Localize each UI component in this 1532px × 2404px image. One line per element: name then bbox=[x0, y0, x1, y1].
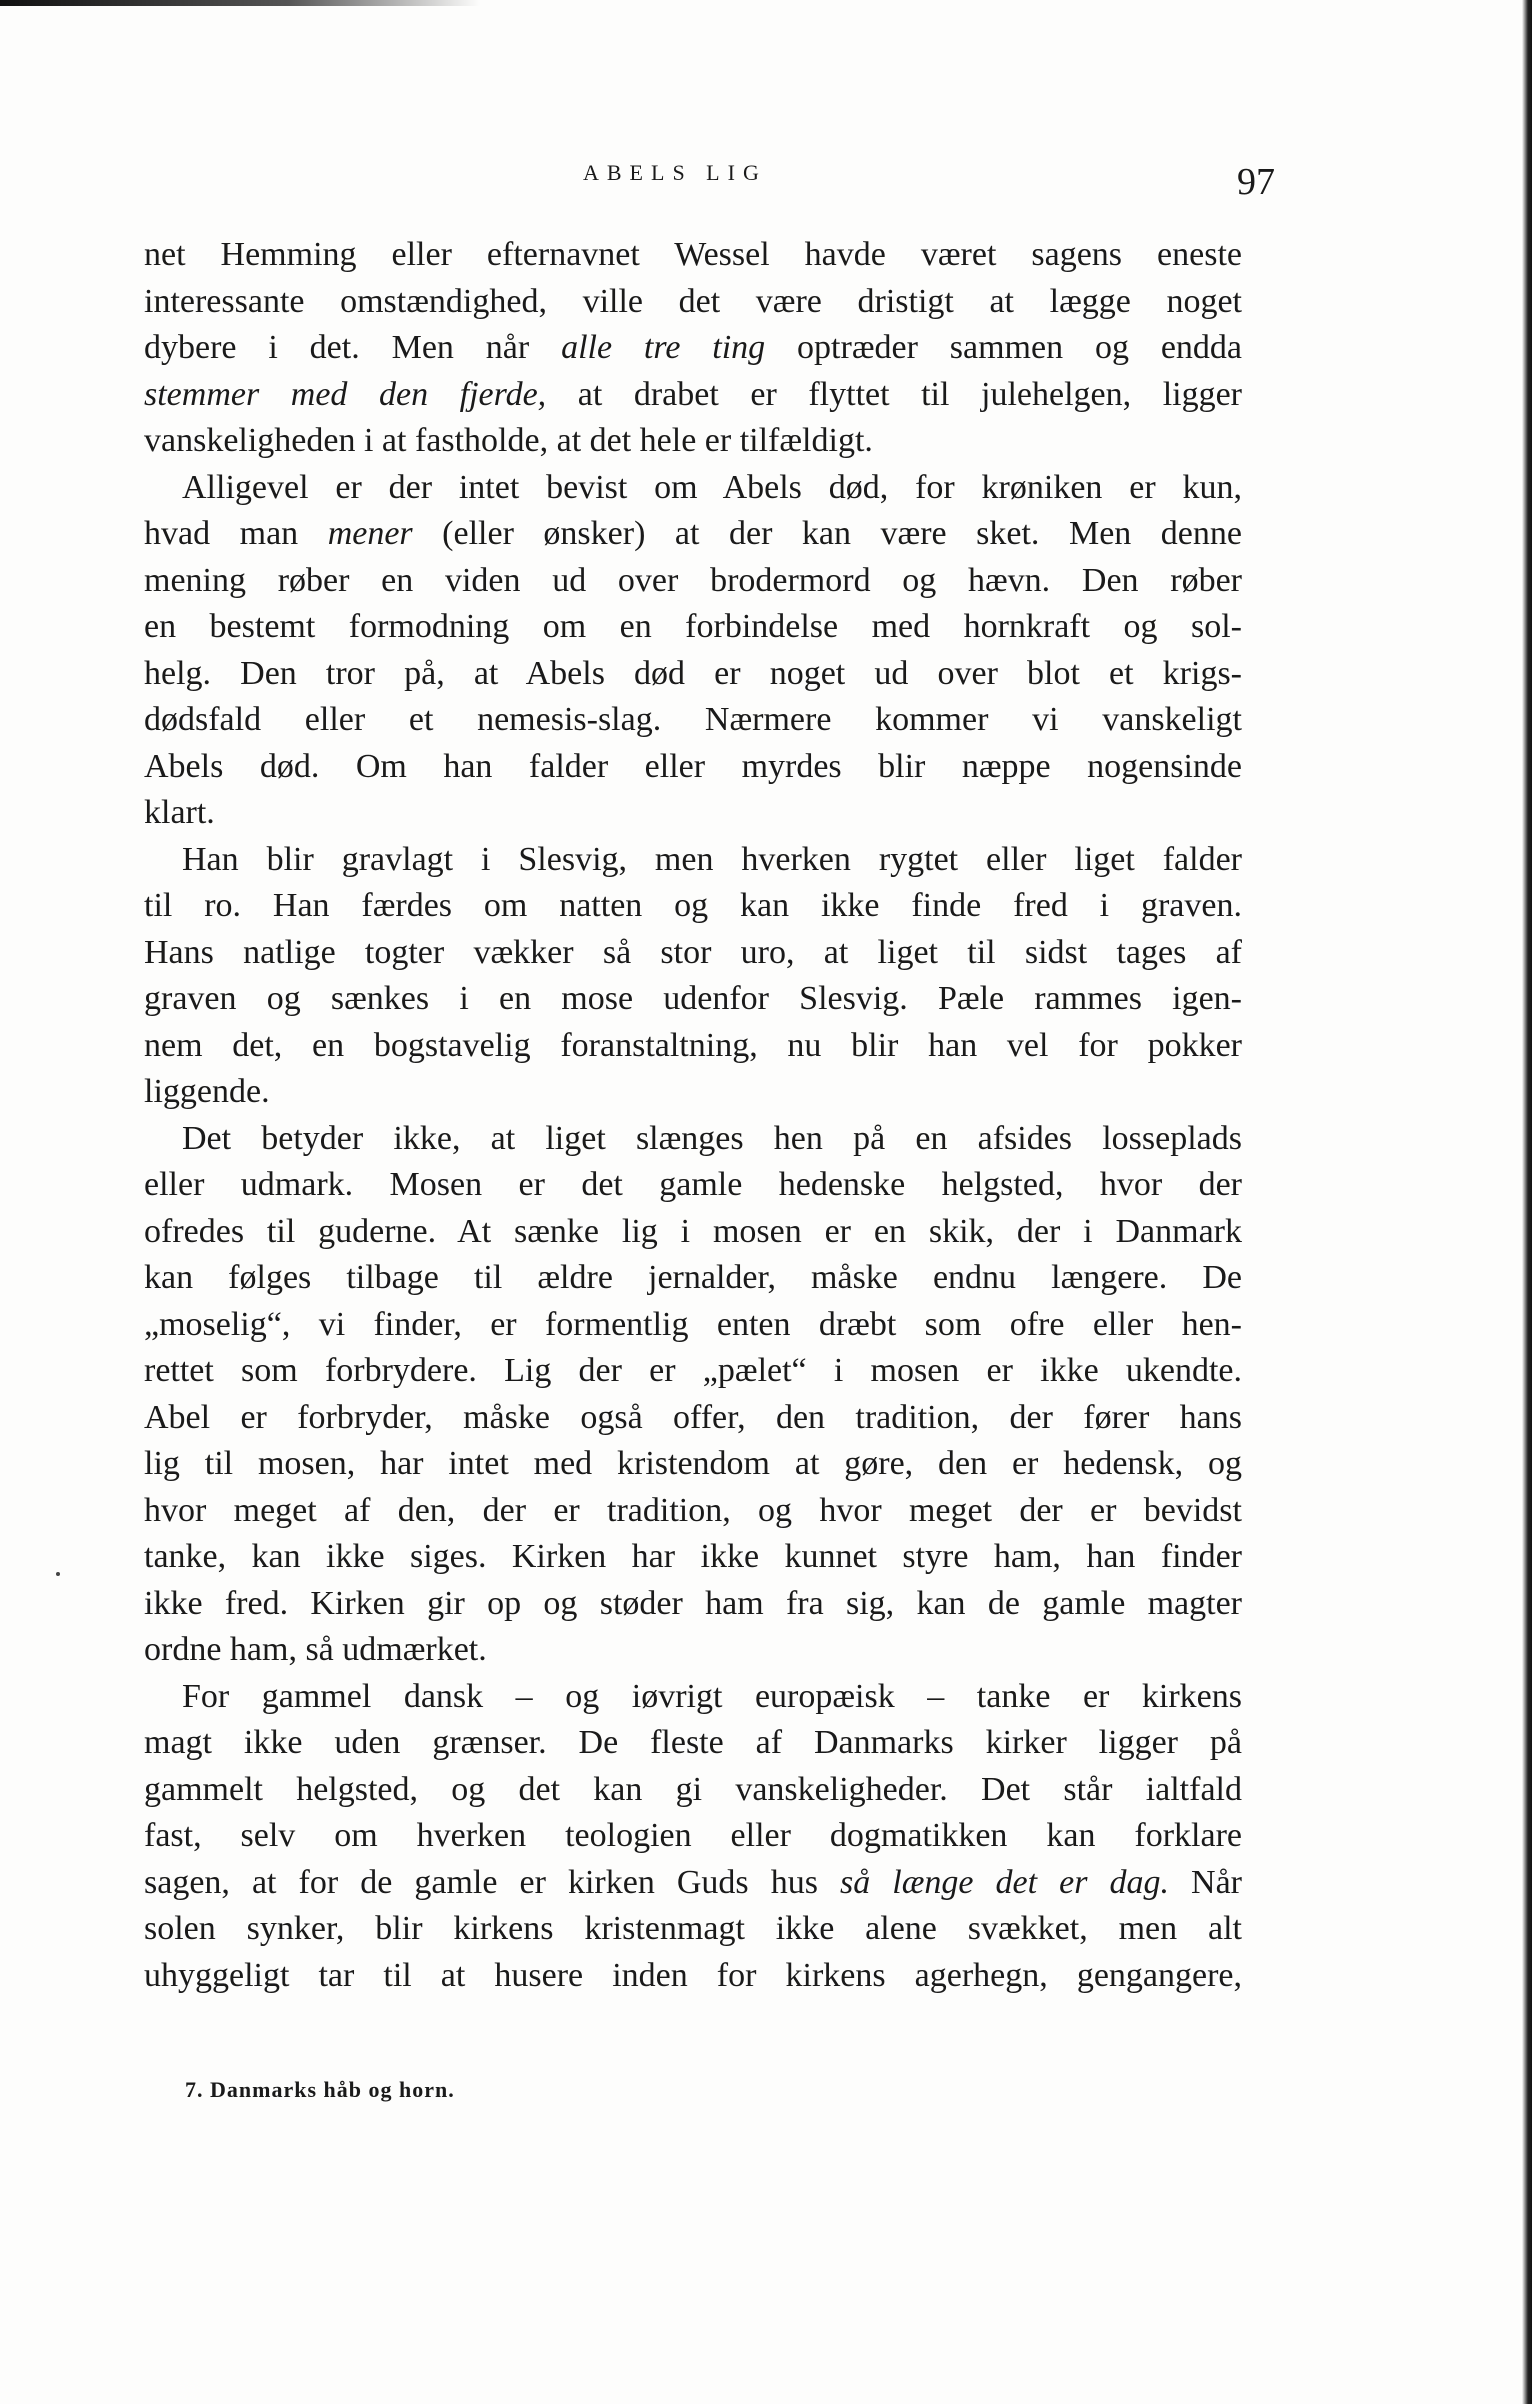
text-line: klart. bbox=[144, 794, 215, 831]
text-line: mening røber en viden ud over brodermord og hævn. Den røber bbox=[144, 561, 1242, 599]
text-line: Abels død. Om han falder eller myrdes blir næppe nogensinde bbox=[144, 747, 1242, 785]
text-run: Når bbox=[1168, 1863, 1242, 1901]
text-line: dødsfald eller et nemesis-slag. Nærmere kommer vi vanskeligt bbox=[144, 701, 1242, 738]
text-run: hvad man bbox=[144, 515, 328, 552]
text-run: (eller ønsker) at der kan være sket. Men denne bbox=[412, 515, 1242, 552]
text-line: hvor meget af den, der er tradition, og hvor meget der er bevidst bbox=[144, 1491, 1242, 1529]
text-line: gammelt helgsted, og det kan gi vanskeligheder. Det står ialtfald bbox=[144, 1770, 1242, 1808]
text-line: interessante omstændighed, ville det være dristigt at lægge noget bbox=[144, 282, 1242, 320]
text-line: magt ikke uden grænser. De fleste af Danmarks kirker ligger på bbox=[144, 1724, 1242, 1761]
text-line: en bestemt formodning om en forbindelse med hornkraft og sol- bbox=[144, 608, 1242, 645]
text-line: Abel er forbryder, måske også offer, den tradition, der fører hans bbox=[144, 1398, 1242, 1436]
text-line: fast, selv om hverken teologien eller dogmatikken kan forklare bbox=[144, 1817, 1242, 1854]
text-line: „moselig“, vi finder, er formentlig enten dræbt som ofre eller hen- bbox=[144, 1305, 1242, 1343]
text-line: Alligevel er der intet bevist om Abels død, for krøniken er kun, bbox=[182, 468, 1242, 506]
text-run: at drabet er flyttet til julehelgen, ligger bbox=[546, 375, 1243, 413]
text-line: nem det, en bogstavelig foranstaltning, nu blir han vel for pokker bbox=[144, 1026, 1242, 1064]
text-line: kan følges tilbage til ældre jernalder, måske endnu længere. De bbox=[144, 1259, 1242, 1296]
body-text bbox=[144, 232, 1242, 1999]
text-line bbox=[144, 511, 1242, 558]
running-head: ABELS LIG bbox=[583, 160, 767, 185]
text-line: ordne ham, så udmærket. bbox=[144, 1631, 487, 1668]
text-line bbox=[144, 372, 1242, 419]
signature-mark: 7. Danmarks håb og horn. bbox=[185, 2077, 455, 2102]
text-line: solen synker, blir kirkens kristenmagt ikke alene svækket, men alt bbox=[144, 1910, 1242, 1947]
text-line: Han blir gravlagt i Slesvig, men hverken rygtet eller liget falder bbox=[182, 840, 1242, 878]
scan-edge-mark bbox=[0, 0, 480, 6]
italic-text: alle tre ting bbox=[561, 329, 766, 366]
margin-dot bbox=[56, 1572, 60, 1576]
text-line: eller udmark. Mosen er det gamle hedenske helgsted, hvor der bbox=[144, 1166, 1242, 1203]
italic-text: mener bbox=[327, 515, 413, 552]
text-line: Hans natlige togter vækker så stor uro, at liget til sidst tages af bbox=[144, 933, 1242, 971]
text-line: til ro. Han færdes om natten og kan ikke finde fred i graven. bbox=[144, 887, 1242, 924]
text-line: ofredes til guderne. At sænke lig i mosen er en skik, der i Danmark bbox=[144, 1212, 1242, 1250]
page-number: 97 bbox=[1237, 161, 1275, 203]
text-line: net Hemming eller efternavnet Wessel havde været sagens eneste bbox=[144, 236, 1242, 273]
text-line: tanke, kan ikke siges. Kirken har ikke kunnet styre ham, han finder bbox=[144, 1538, 1242, 1575]
text-line: Det betyder ikke, at liget slænges hen på en afsides losseplads bbox=[182, 1119, 1242, 1157]
page-edge-shadow bbox=[1522, 0, 1532, 2404]
italic-text: stemmer med den fjerde, bbox=[144, 375, 547, 413]
text-run: dybere i det. Men når bbox=[144, 329, 562, 366]
text-line: helg. Den tror på, at Abels død er noget ud over blot et krigs- bbox=[144, 654, 1242, 692]
text-run: sagen, at for de gamle er kirken Guds hus bbox=[144, 1863, 840, 1901]
text-line: For gammel dansk – og iøvrigt europæisk – tanke er kirkens bbox=[182, 1677, 1242, 1715]
text-line: graven og sænkes i en mose udenfor Slesvig. Pæle rammes igen- bbox=[144, 980, 1242, 1017]
text-line bbox=[144, 325, 1242, 372]
italic-text: så længe det er dag. bbox=[839, 1863, 1169, 1901]
text-line: ikke fred. Kirken gir op og støder ham fra sig, kan de gamle magter bbox=[144, 1584, 1242, 1622]
text-run: optræder sammen og endda bbox=[765, 329, 1242, 366]
text-line: lig til mosen, har intet med kristendom at gøre, den er hedensk, og bbox=[144, 1445, 1242, 1482]
text-line: liggende. bbox=[144, 1073, 270, 1110]
text-line: rettet som forbrydere. Lig der er „pælet“ i mosen er ikke ukendte. bbox=[144, 1352, 1242, 1389]
text-line: vanskeligheden i at fastholde, at det hele er tilfældigt. bbox=[144, 422, 873, 459]
text-line bbox=[144, 1860, 1242, 1907]
text-line: uhyggeligt tar til at husere inden for kirkens agerhegn, gengangere, bbox=[144, 1956, 1242, 1994]
